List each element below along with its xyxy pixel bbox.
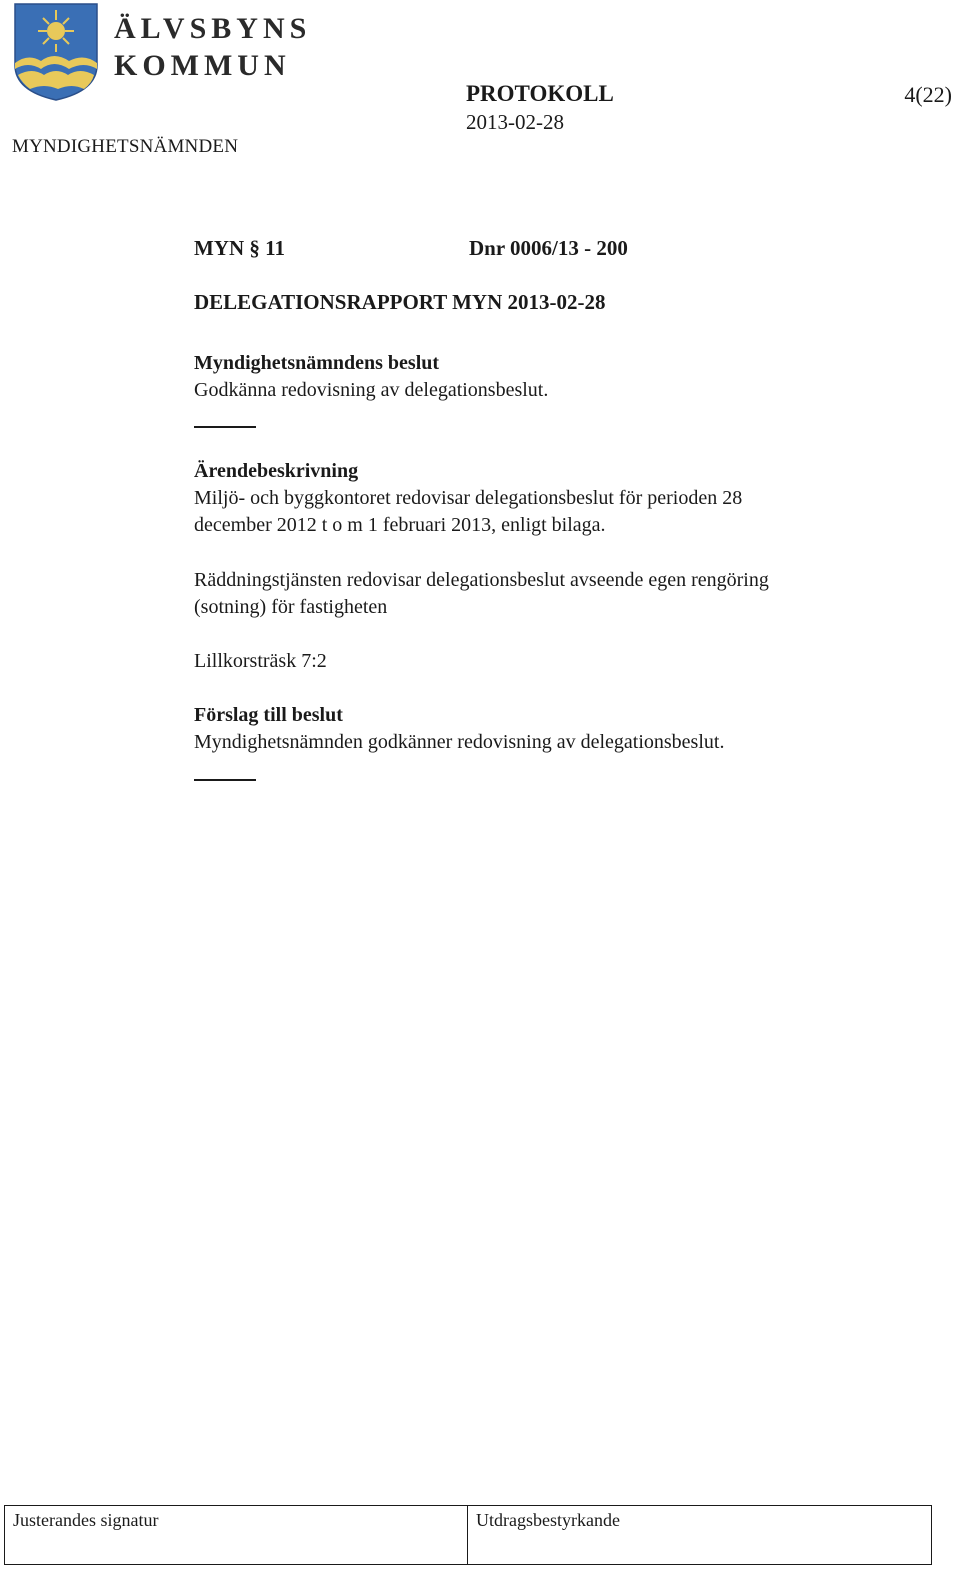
committee-name: MYNDIGHETSNÄMNDEN [12,136,239,157]
case-number: Dnr 0006/13 - 200 [469,236,628,260]
document-type: PROTOKOLL [466,81,614,106]
org-name-line2: KOMMUN [114,49,291,82]
certification-label: Utdragsbestyrkande [476,1510,620,1530]
case-title: DELEGATIONSRAPPORT MYN 2013-02-28 [194,290,606,314]
description-line-2: december 2012 t o m 1 februari 2013, enligt bilaga. [194,514,606,536]
description-heading: Ärendebeskrivning [194,460,359,482]
description-line-1: Miljö- och byggkontoret redovisar delegationsbeslut för perioden 28 [194,487,743,509]
meeting-date: 2013-02-28 [466,110,564,134]
section-divider [194,426,256,428]
proposal-text: Myndighetsnämnden godkänner redovisning av delegationsbeslut. [194,731,725,753]
section-divider [194,779,256,781]
org-name-line1: ÄLVSBYNS [114,12,312,45]
page-number: 4(22) [904,82,952,107]
property-designation: Lillkorsträsk 7:2 [194,650,327,672]
certification-cell [468,1506,931,1564]
decision-heading: Myndighetsnämndens beslut [194,352,440,374]
paragraph-number: MYN § 11 [194,236,285,260]
signature-footer [4,1505,932,1565]
decision-text: Godkänna redovisning av delegationsbeslut. [194,379,549,401]
signature-label: Justerandes signatur [13,1510,159,1530]
rescue-text-line-1: Räddningstjänsten redovisar delegationsbeslut avseende egen rengöring [194,569,769,591]
signature-cell [5,1506,468,1564]
proposal-heading: Förslag till beslut [194,704,343,726]
municipality-coat-of-arms-icon [14,3,98,101]
rescue-text-line-2: (sotning) för fastigheten [194,596,388,618]
